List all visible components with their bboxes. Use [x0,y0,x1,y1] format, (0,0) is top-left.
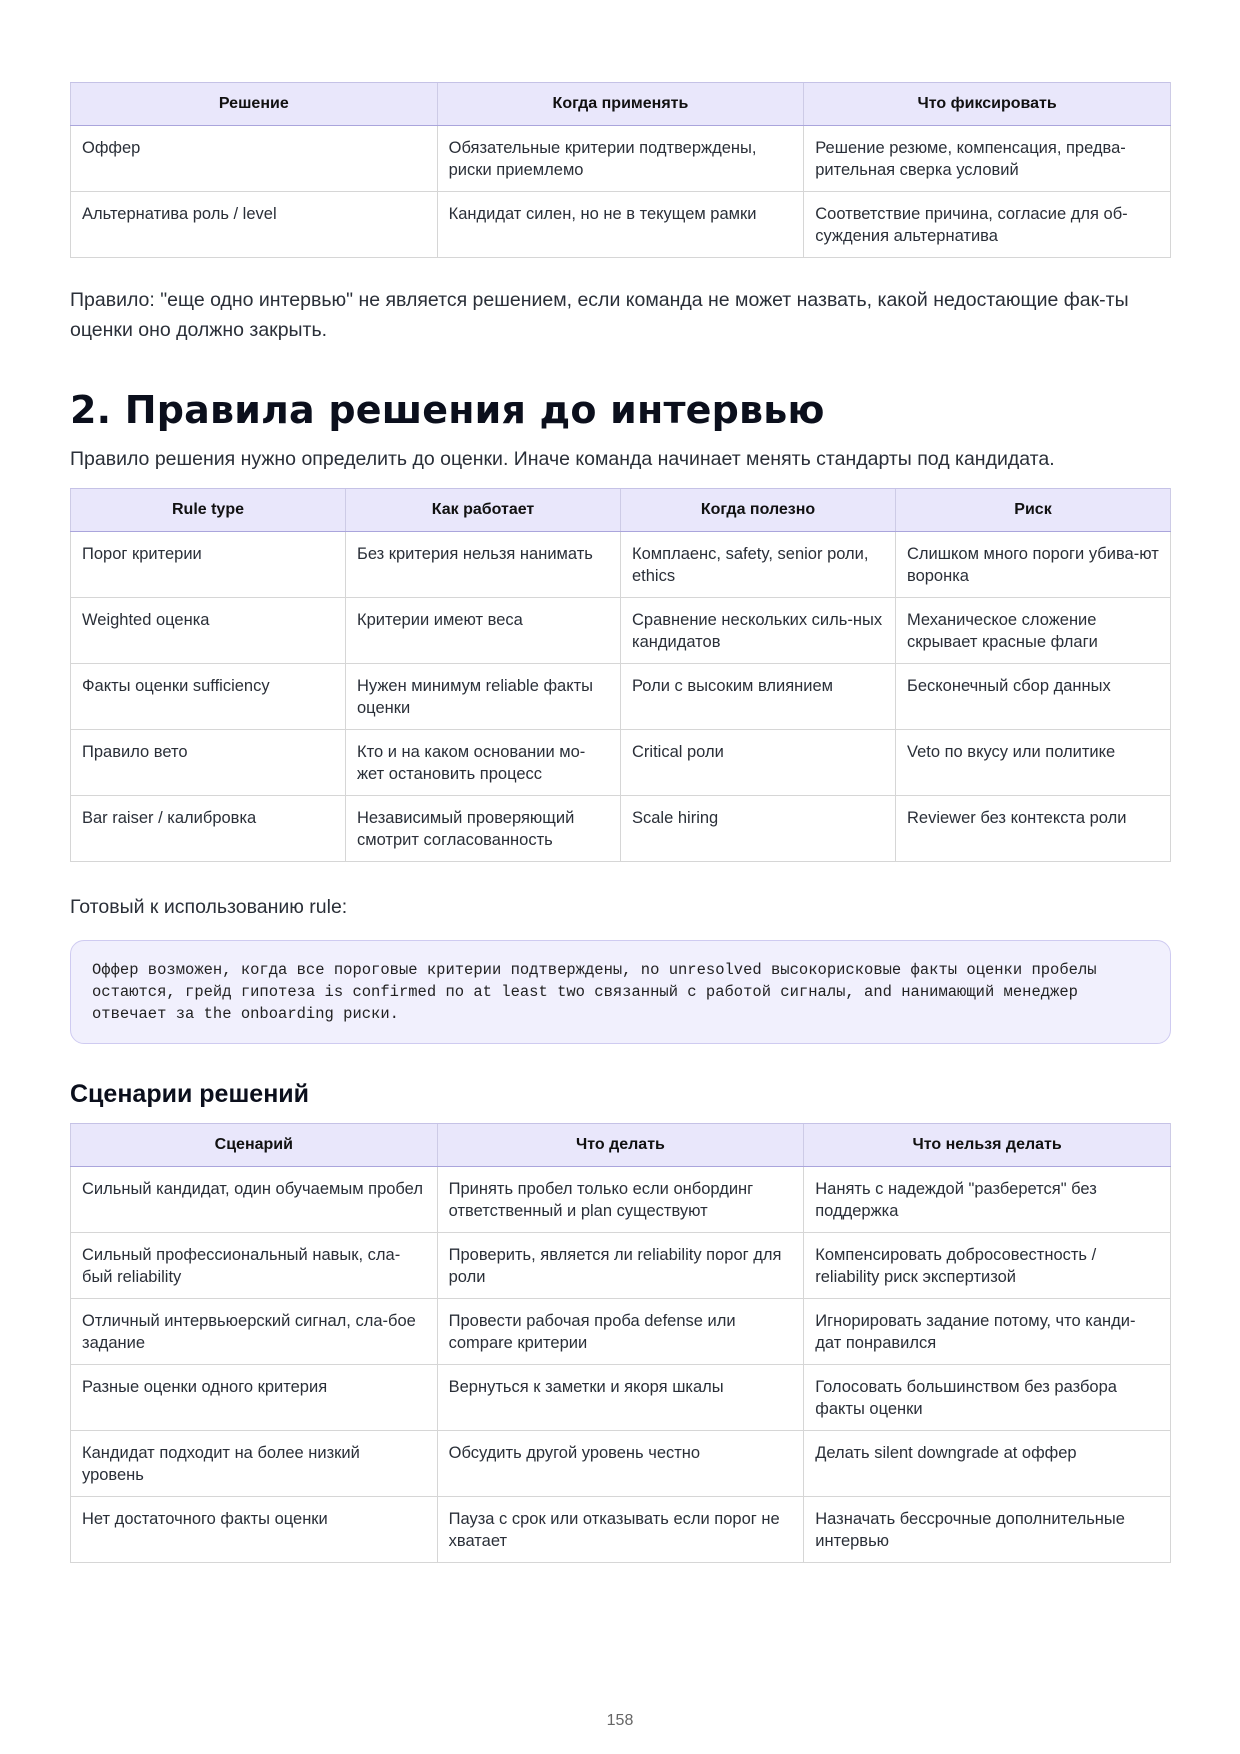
table-header-cell: Риск [896,489,1171,532]
table-cell: Veto по вкусу или политике [896,730,1171,796]
table-cell: Кандидат подходит на более низкий уровень [71,1431,438,1497]
table-cell: Scale hiring [621,796,896,862]
code-block: Оффер возможен, когда все пороговые критерии подтверждены, no unresolved высокорисковые факты оценки пробелы остаются, грейд гипотеза is confirmed по at least two связанный с работой сигналы, and нанимающий менеджер отвечает за the onboarding риски. [70,940,1171,1044]
table-header-row [71,1124,1171,1167]
table-header-row [71,83,1171,126]
table-header-row [71,489,1171,532]
section-heading: 2. Правила решения до интервью [70,388,825,432]
table-cell: Делать silent downgrade at оффер [804,1431,1171,1497]
table-cell: Сильный кандидат, один обучаемым пробел [71,1167,438,1233]
table-cell: Weighted оценка [71,598,346,664]
table-cell: Критерии имеют веса [346,598,621,664]
table-row [71,126,1171,192]
table-header-cell: Rule type [71,489,346,532]
table-header-cell: Что нельзя делать [804,1124,1171,1167]
table-header-cell: Что делать [437,1124,804,1167]
table-header-cell: Как работает [346,489,621,532]
table-cell: Правило вето [71,730,346,796]
table-row [71,1167,1171,1233]
table-cell: Роли с высоким влиянием [621,664,896,730]
table-cell: Механическое сложение скрывает красные флаги [896,598,1171,664]
table-row [71,1365,1171,1431]
table-cell: Проверить, является ли reliability порог для роли [437,1233,804,1299]
table-header-cell: Когда применять [437,83,804,126]
table-cell: Пауза с срок или отказывать если порог не хватает [437,1497,804,1563]
rule-paragraph: Правило: "еще одно интервью" не является решением, если команда не может назвать, какой недостающие фак-ты оценки оно должно закрыть. [70,289,1129,341]
table-cell: Голосовать большинством без разбора факты оценки [804,1365,1171,1431]
table-cell: Обсудить другой уровень честно [437,1431,804,1497]
table-row [71,1233,1171,1299]
table-cell: Бесконечный сбор данных [896,664,1171,730]
table-cell: Сравнение нескольких силь-ных кандидатов [621,598,896,664]
table-row [71,1497,1171,1563]
table-cell: Игнорировать задание потому, что канди-дат понравился [804,1299,1171,1365]
table-cell: Critical роли [621,730,896,796]
table-cell: Комплаенс, safety, senior роли, ethics [621,532,896,598]
table-cell: Сильный профессиональный навык, сла-бый reliability [71,1233,438,1299]
page-number: 158 [606,1712,634,1729]
table-cell: Нанять с надеждой "разберется" без поддержка [804,1167,1171,1233]
table-cell: Назначать бессрочные дополнительные интервью [804,1497,1171,1563]
table-row [71,664,1171,730]
table-cell: Решение резюме, компенсация, предва-рительная сверка условий [804,126,1171,192]
table-header-cell: Решение [71,83,438,126]
table-cell: Кто и на каком основании мо-жет остановить процесс [346,730,621,796]
table-cell: Компенсировать добросовестность / reliability риск экспертизой [804,1233,1171,1299]
table-cell: Bar raiser / калибровка [71,796,346,862]
table-cell: Без критерия нельзя нанимать [346,532,621,598]
table-row [71,192,1171,258]
table-cell: Нет достаточного факты оценки [71,1497,438,1563]
table-cell: Вернуться к заметки и якоря шкалы [437,1365,804,1431]
table-cell: Reviewer без контекста роли [896,796,1171,862]
table-header-cell: Когда полезно [621,489,896,532]
table-row [71,730,1171,796]
rule-type-table [70,488,1171,862]
table-header-cell: Сценарий [71,1124,438,1167]
ready-rule-label: Готовый к использованию rule: [70,896,348,918]
table-cell: Нужен минимум reliable факты оценки [346,664,621,730]
table-header-cell: Что фиксировать [804,83,1171,126]
table-cell: Отличный интервьюерский сигнал, сла-бое задание [71,1299,438,1365]
table-cell: Обязательные критерии подтверждены, риски приемлемо [437,126,804,192]
table-cell: Провести рабочая проба defense или compare критерии [437,1299,804,1365]
table-cell: Кандидат силен, но не в текущем рамки [437,192,804,258]
table-cell: Разные оценки одного критерия [71,1365,438,1431]
table-cell: Факты оценки sufficiency [71,664,346,730]
table-cell: Слишком много пороги убива-ют воронка [896,532,1171,598]
scenarios-table [70,1123,1171,1563]
table-row [71,532,1171,598]
table-cell: Независимый проверяющий смотрит согласованность [346,796,621,862]
table-cell: Принять пробел только если онбординг ответственный и plan существуют [437,1167,804,1233]
section-intro: Правило решения нужно определить до оценки. Иначе команда начинает менять стандарты под кандидата. [70,448,1055,470]
table-row [71,1299,1171,1365]
scenarios-heading: Сценарии решений [70,1080,310,1108]
table-row [71,598,1171,664]
table-row [71,1431,1171,1497]
table-cell: Альтернатива роль / level [71,192,438,258]
table-cell: Оффер [71,126,438,192]
decision-table [70,82,1171,258]
table-cell: Соответствие причина, согласие для об-суждения альтернатива [804,192,1171,258]
table-row [71,796,1171,862]
document-page [70,82,1171,1563]
table-cell: Порог критерии [71,532,346,598]
